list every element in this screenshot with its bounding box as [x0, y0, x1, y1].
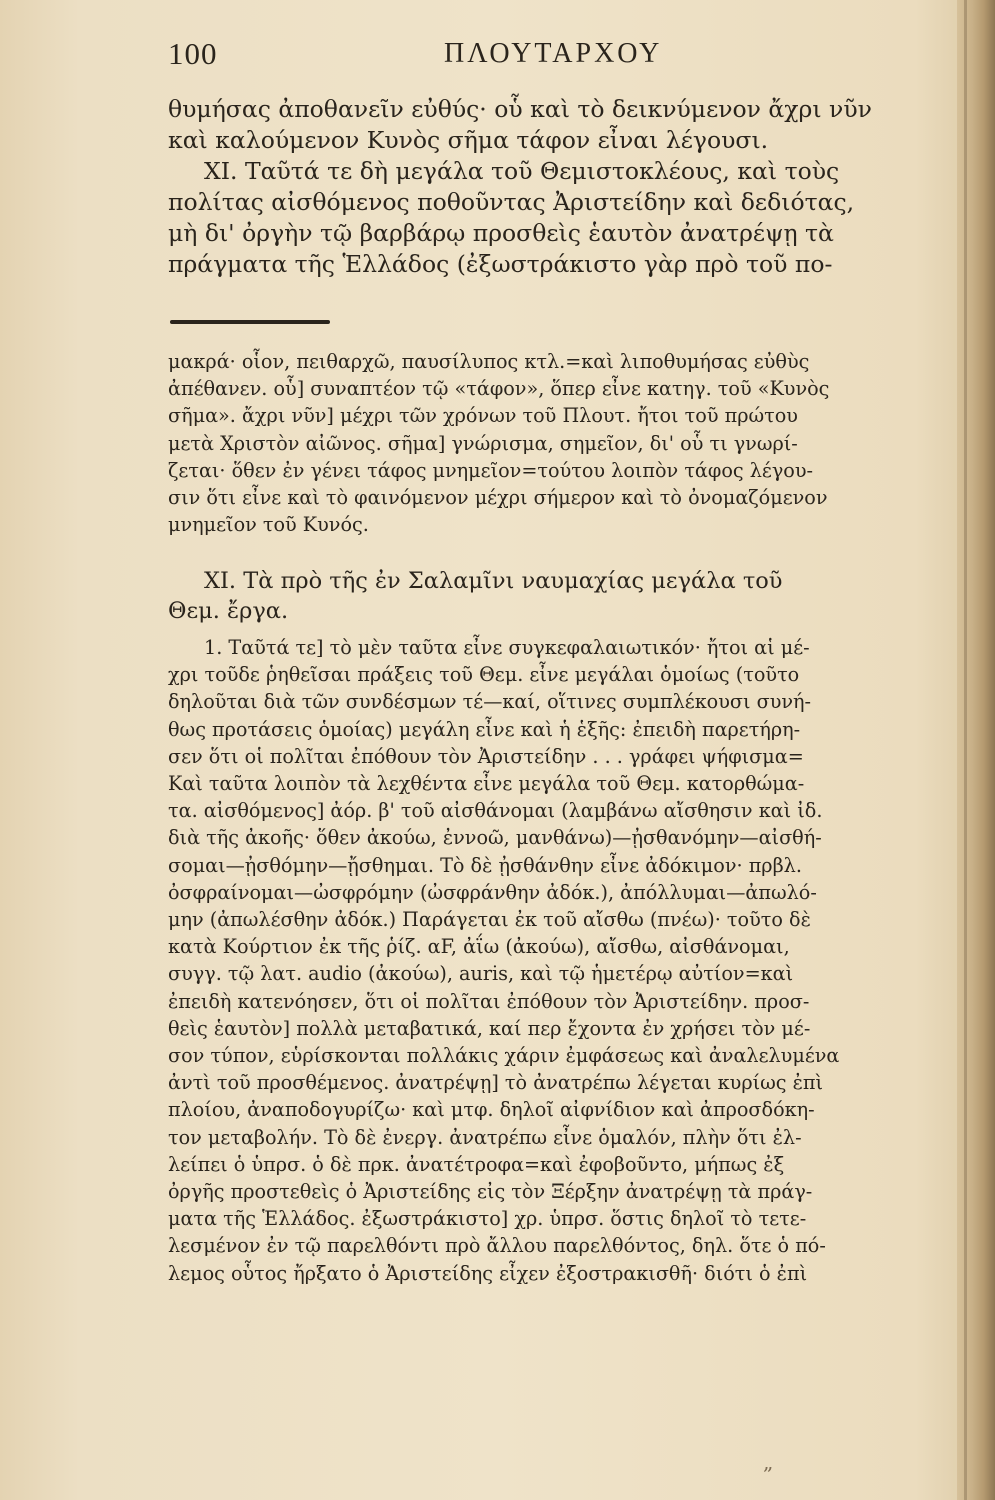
text-line: καὶ καλούμενον Κυνὸς σῆμα τάφον εἶναι λέγουσι. [168, 126, 769, 154]
commentary-line: συγγ. τῷ λατ. audio (ἀκούω), auris, καὶ τῷ ἡμετέρῳ αὐτίον=καὶ [168, 962, 794, 986]
note-line: ἀπέθανεν. οὗ] συναπτέον τῷ «τάφον», ὅπερ εἶνε κατηγ. τοῦ «Κυνὸς [168, 377, 830, 401]
commentary-line: λείπει ὁ ὑπρσ. ὁ δὲ πρκ. ἀνατέτροφα=καὶ ἐφοβοῦντο, μήπως ἐξ [168, 1152, 785, 1176]
commentary-block [168, 634, 892, 1287]
commentary-line: λεμος οὗτος ἤρξατο ὁ Ἀριστείδης εἶχεν ἐξοστρακισθῆ· διότι ὁ ἐπὶ [168, 1261, 808, 1285]
commentary-line: ματα τῆς Ἑλλάδος. ἐξωστράκιστο] χρ. ὑπρσ. ὅστις δηλοῖ τὸ τετε- [168, 1207, 807, 1231]
commentary-line: πλοίου, ἀναποδογυρίζω· καὶ μτφ. δηλοῖ αἰφνίδιον καὶ ἀπροσδόκη- [168, 1098, 815, 1122]
commentary-line: τον μεταβολήν. Τὸ δὲ ἐνεργ. ἀνατρέπω εἶνε ὁμαλόν, πλὴν ὅτι ἐλ- [168, 1125, 802, 1149]
commentary-line: λεσμένον ἐν τῷ παρελθόντι πρὸ ἄλλου παρελθόντος, δηλ. ὅτε ὁ πό- [168, 1234, 826, 1258]
commentary-line: σομαι—ᾐσθόμην—ᾔσθημαι. Τὸ δὲ ᾐσθάνθην εἶνε ἀδόκιμον· πρβλ. [168, 853, 802, 877]
section-heading-line: XI. Τὰ πρὸ τῆς ἐν Σαλαμῖνι ναυμαχίας μεγάλα τοῦ [204, 568, 783, 594]
notes-block [168, 348, 892, 538]
text-line: πολίτας αἰσθόμενος ποθοῦντας Ἀριστείδην καὶ δεδιότας, [168, 188, 855, 216]
note-line: σιν ὅτι εἶνε καὶ τὸ φαινόμενον μέχρι σήμερον καὶ τὸ ὀνομαζόμενον [168, 486, 828, 510]
commentary-line: θεὶς ἑαυτὸν] πολλὰ μεταβατικά, καί περ ἔχοντα ἐν χρήσει τὸν μέ- [168, 1016, 811, 1040]
text-line: XI. Ταῦτά τε δὴ μεγάλα τοῦ Θεμιστοκλέους, καὶ τοὺς [204, 157, 840, 185]
commentary-line: κατὰ Κούρτιον ἐκ τῆς ῥίζ. αF, ἀΐω (ἀκούω), αἴσθω, αἰσθάνομαι, [168, 935, 790, 959]
text-line: πράγματα τῆς Ἑλλάδος (ἐξωστράκιστο γὰρ πρὸ τοῦ πο- [168, 250, 833, 278]
commentary-line: σον τύπον, εὑρίσκονται πολλάκις χάριν ἐμφάσεως καὶ ἀναλελυμένα [168, 1044, 840, 1068]
commentary-line: δηλοῦται διὰ τῶν συνδέσμων τέ—καί, οἵτινες συμπλέκουσι συνή- [168, 690, 812, 714]
commentary-line: ἀντὶ τοῦ προσθέμενος. ἀνατρέψῃ] τὸ ἀνατρέπω λέγεται κυρίως ἐπὶ [168, 1071, 824, 1095]
page-edge-line [964, 0, 967, 1500]
note-line: σῆμα». ἄχρι νῦν] μέχρι τῶν χρόνων τοῦ Πλουτ. ἤτοι τοῦ πρώτου [168, 404, 798, 428]
commentary-line: ὀσφραίνομαι—ὠσφρόμην (ὠσφράνθην ἀδόκ.), ἀπόλλυμαι—ἀπωλό- [168, 880, 817, 904]
note-line: μετὰ Χριστὸν αἰῶνος. σῆμα] γνώρισμα, σημεῖον, δι' οὗ τι γνωρί- [168, 431, 798, 455]
page-number: 100 [168, 36, 218, 71]
commentary-line: ἐπειδὴ κατενόησεν, ὅτι οἱ πολῖται ἐπόθουν τὸν Ἀριστείδην. προσ- [168, 989, 810, 1013]
commentary-line: ὀργῆς προστεθεὶς ὁ Ἀριστείδης εἰς τὸν Ξέρξην ἀνατρέψῃ τὰ πράγ- [168, 1180, 813, 1204]
section-heading-line: Θεμ. ἔργα. [168, 598, 289, 624]
commentary-line: μην (ἀπωλέσθην ἀδόκ.) Παράγεται ἐκ τοῦ αἴσθω (πνέω)· τοῦτο δὲ [168, 908, 811, 932]
text-line: μὴ δι' ὀργὴν τῷ βαρβάρῳ προσθεὶς ἑαυτὸν ἀνατρέψῃ τὰ [168, 219, 834, 247]
commentary-line: σεν ὅτι οἱ πολῖται ἐπόθουν τὸν Ἀριστείδην . . . γράφει ψήφισμα= [168, 744, 804, 768]
commentary-line: διὰ τῆς ἀκοῆς· ὅθεν ἀκούω, ἐννοῶ, μανθάνω)—ᾐσθανόμην—αἰσθή- [168, 826, 822, 850]
note-line: ζεται· ὅθεν ἐν γένει τάφος μνημεῖον=τούτου λοιπὸν τάφος λέγου- [168, 458, 813, 482]
page-header [168, 36, 888, 80]
note-line: μνημεῖον τοῦ Κυνός. [168, 513, 369, 537]
commentary-line: 1. Ταῦτά τε] τὸ μὲν ταῦτα εἶνε συγκεφαλαιωτικόν· ἤτοι αἱ μέ- [204, 636, 810, 659]
commentary-line: Καὶ ταῦτα λοιπὸν τὰ λεχθέντα εἶνε μεγάλα τοῦ Θεμ. κατορθώμα- [168, 772, 805, 796]
note-line: μακρά· οἷον, πειθαρχῶ, παυσίλυπος κτλ.=καὶ λιποθυμήσας εὐθὺς [168, 350, 810, 373]
commentary-line: τα. αἰσθόμενος] ἀόρ. β' τοῦ αἰσθάνομαι (λαμβάνω αἴσθησιν καὶ ἰδ. [168, 799, 823, 823]
commentary-line: θως προτάσεις ὁμοίας) μεγάλη εἶνε καὶ ἡ ἑξῆς: ἐπειδὴ παρετήρη- [168, 717, 801, 741]
text-line: θυμήσας ἀποθανεῖν εὐθύς· οὗ καὶ τὸ δεικνύμενον ἄχρι νῦν [168, 95, 872, 123]
running-title: ΠΛΟΥΤΑΡΧΟΥ [444, 38, 663, 69]
section-heading [168, 566, 892, 626]
separator-rule [170, 320, 330, 324]
footer-mark: „ [763, 1450, 774, 1474]
main-text [168, 94, 892, 280]
page-edge [957, 0, 995, 1500]
commentary-line: χρι τοῦδε ῥηθεῖσαι πράξεις τοῦ Θεμ. εἶνε μεγάλαι ὁμοίως (τοῦτο [168, 663, 800, 687]
